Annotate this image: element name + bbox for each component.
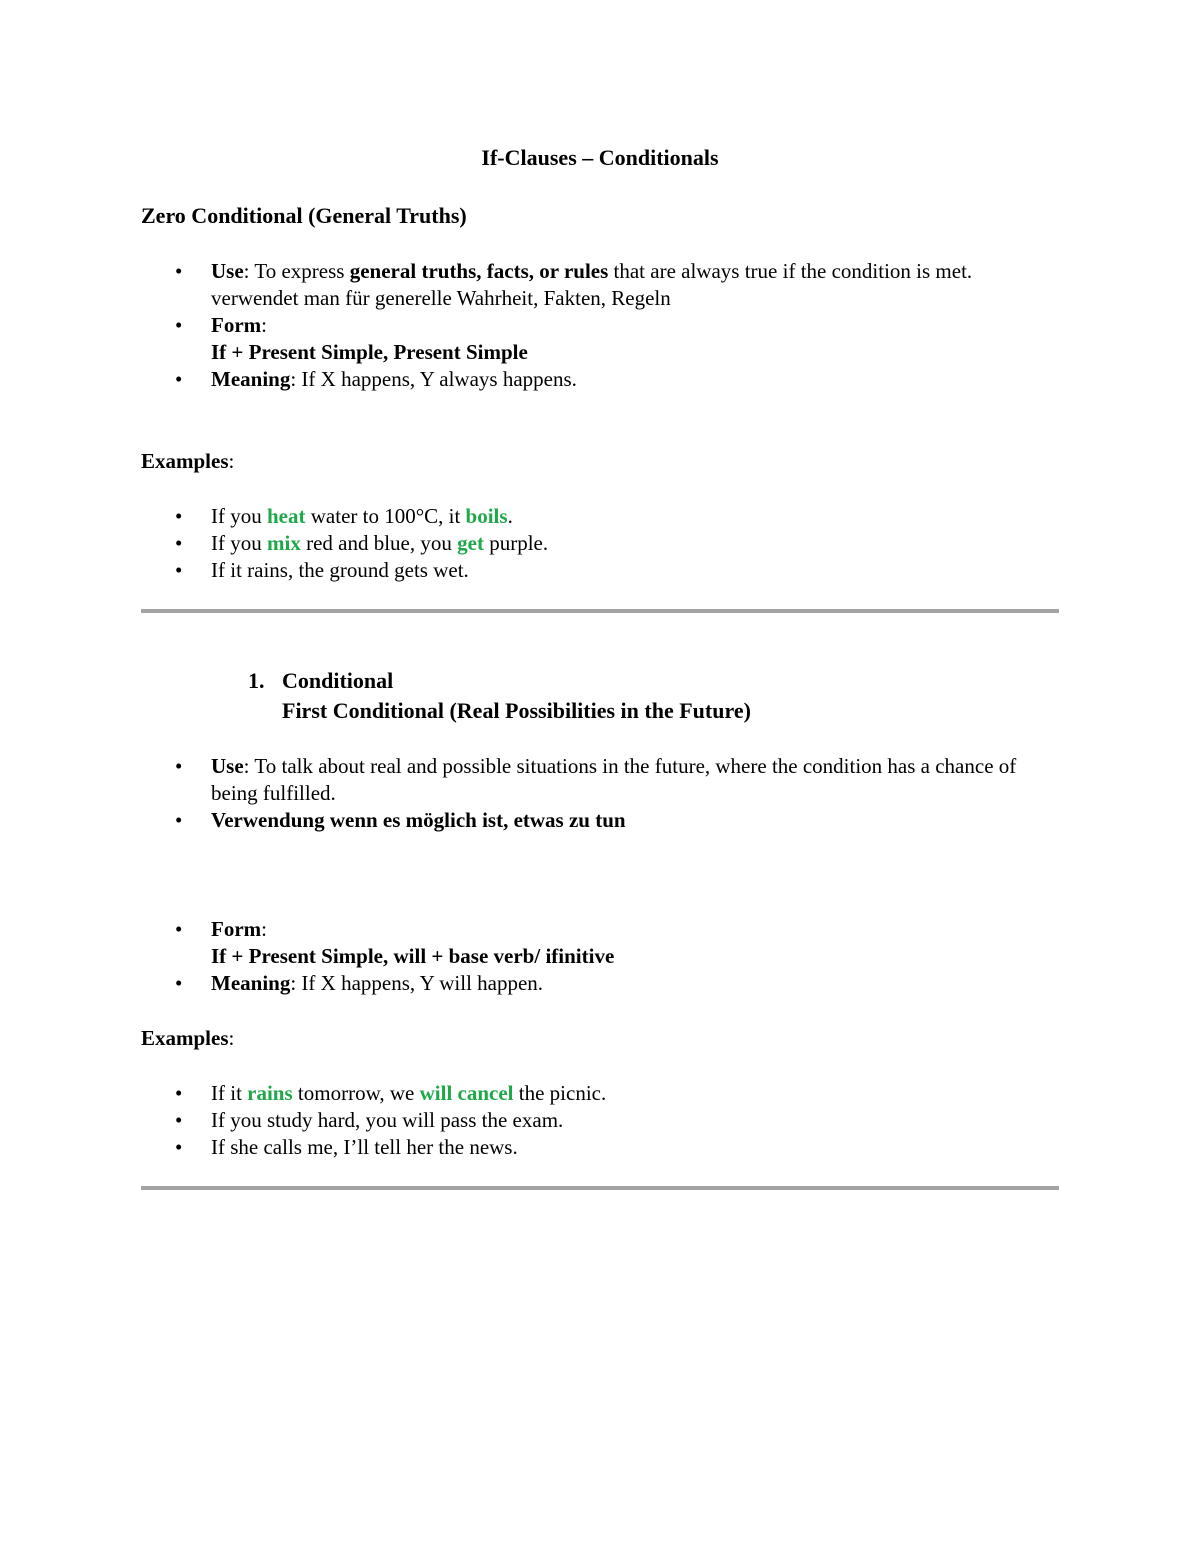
section-divider xyxy=(141,609,1059,613)
meaning-text: : If X happens, Y always happens. xyxy=(290,367,577,391)
example-text: red and blue, you xyxy=(300,531,458,555)
use-text-end: that are always true if the condition is met. xyxy=(608,259,973,283)
zero-conditional-heading: Zero Conditional (General Truths) xyxy=(141,203,467,228)
use-label: Use xyxy=(211,754,244,778)
example-text: If it xyxy=(211,1081,248,1105)
bullet-icon: • xyxy=(175,504,183,528)
zero-definition-list xyxy=(141,258,1041,393)
example-text: water to 100°C, it xyxy=(305,504,466,528)
examples-label xyxy=(141,448,234,475)
first-examples-list xyxy=(141,1080,1041,1161)
bullet-icon: • xyxy=(175,558,183,582)
use-bold-text: general truths, facts, or rules xyxy=(349,259,609,283)
first-definition-list xyxy=(141,753,1041,834)
list-item xyxy=(141,753,1041,807)
meaning-label: Meaning xyxy=(211,367,291,391)
form-colon: : xyxy=(261,917,267,941)
examples-colon: : xyxy=(228,449,235,473)
example-highlight: boils xyxy=(465,504,508,528)
example-text: If you study hard, you will pass the exam. xyxy=(211,1108,564,1132)
heading-line-2: First Conditional (Real Possibilities in the Future) xyxy=(282,698,751,723)
examples-label-text: Examples xyxy=(141,1026,229,1050)
section-divider xyxy=(141,1186,1059,1190)
document-title: If-Clauses – Conditionals xyxy=(481,145,719,170)
example-text: . xyxy=(507,504,513,528)
bullet-icon: • xyxy=(175,808,183,832)
example-highlight: mix xyxy=(267,531,301,555)
use-german-text: verwendet man für generelle Wahrheit, Fakten, Regeln xyxy=(211,286,671,310)
bullet-icon: • xyxy=(175,1108,183,1132)
example-text: If you xyxy=(211,504,267,528)
meaning-text: : If X happens, Y will happen. xyxy=(290,971,544,995)
list-item xyxy=(141,557,1041,584)
form-colon: : xyxy=(261,313,267,337)
bullet-icon: • xyxy=(175,754,183,778)
heading-line-1: Conditional xyxy=(282,668,394,693)
examples-label-text: Examples xyxy=(141,449,229,473)
example-text: tomorrow, we xyxy=(292,1081,420,1105)
use-text: : To talk about real and possible situations in the future, where the condition has a chance of being fulfilled. xyxy=(211,754,1017,805)
list-item xyxy=(141,530,1041,557)
form-rule: If + Present Simple, Present Simple xyxy=(211,340,528,364)
bullet-icon: • xyxy=(175,917,183,941)
bullet-icon: • xyxy=(175,367,183,391)
example-highlight: heat xyxy=(267,504,306,528)
example-highlight: rains xyxy=(247,1081,293,1105)
list-item xyxy=(141,366,1041,393)
list-item xyxy=(141,312,1041,366)
example-text: If you xyxy=(211,531,267,555)
use-text: : To express xyxy=(243,259,350,283)
example-text: If it rains, the ground gets wet. xyxy=(211,558,469,582)
list-item xyxy=(141,258,1041,312)
list-item xyxy=(141,503,1041,530)
bullet-icon: • xyxy=(175,1081,183,1105)
example-text: the picnic. xyxy=(513,1081,607,1105)
german-usage-text: Verwendung wenn es möglich ist, etwas zu tun xyxy=(211,808,626,832)
bullet-icon: • xyxy=(175,531,183,555)
list-item xyxy=(141,807,1041,834)
example-text: If she calls me, I’ll tell her the news. xyxy=(211,1135,518,1159)
list-item xyxy=(141,1107,1041,1134)
first-form-list xyxy=(141,916,1041,997)
bullet-icon: • xyxy=(175,313,183,337)
examples-label xyxy=(141,1025,234,1052)
bullet-icon: • xyxy=(175,1135,183,1159)
example-highlight: get xyxy=(457,531,484,555)
list-item xyxy=(141,916,1041,970)
list-item xyxy=(141,970,1041,997)
heading-number: 1. xyxy=(248,668,265,693)
use-label: Use xyxy=(211,259,244,283)
form-label: Form xyxy=(211,917,262,941)
bullet-icon: • xyxy=(175,971,183,995)
list-item xyxy=(141,1080,1041,1107)
meaning-label: Meaning xyxy=(211,971,291,995)
bullet-icon: • xyxy=(175,259,183,283)
form-label: Form xyxy=(211,313,262,337)
example-text: purple. xyxy=(483,531,549,555)
list-item xyxy=(141,1134,1041,1161)
form-rule: If + Present Simple, will + base verb/ ifinitive xyxy=(211,944,615,968)
zero-examples-list xyxy=(141,503,1041,584)
examples-colon: : xyxy=(228,1026,235,1050)
example-highlight: will cancel xyxy=(419,1081,514,1105)
